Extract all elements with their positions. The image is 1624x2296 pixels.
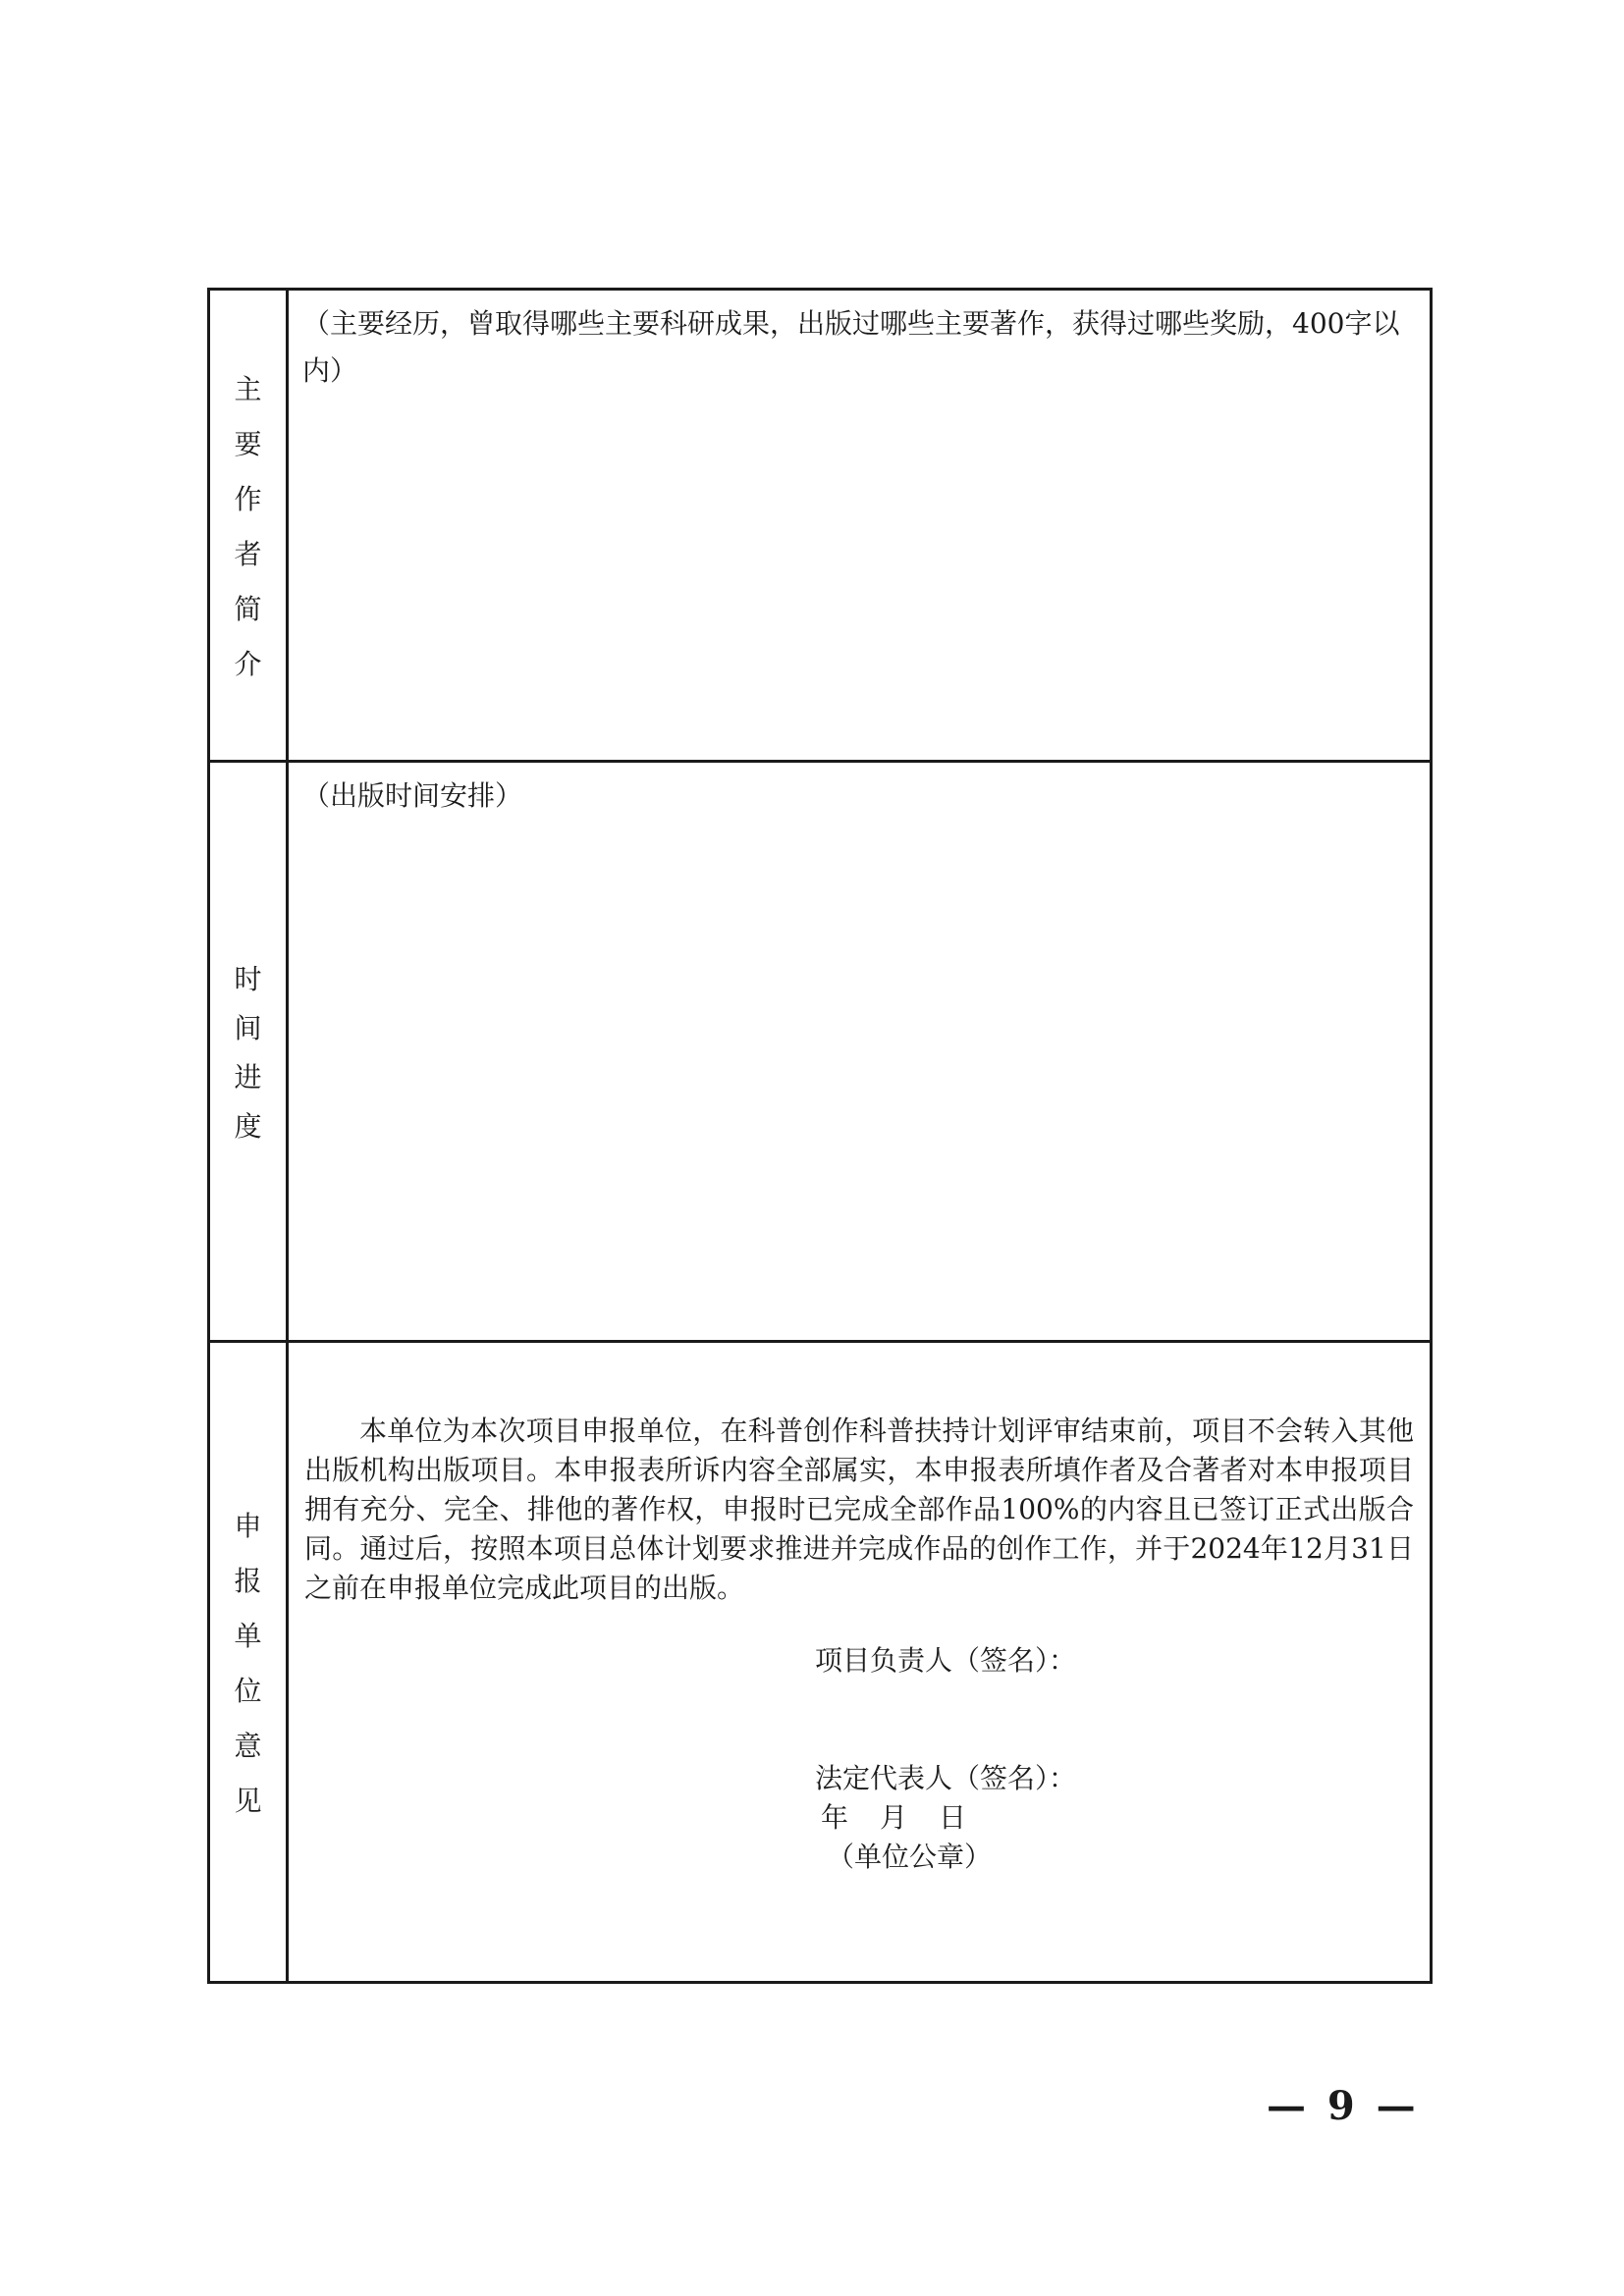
author-intro-hint: （主要经历，曾取得哪些主要科研成果，出版过哪些主要著作，获得过哪些奖励，400字以内） — [302, 307, 1400, 387]
label-char: 介 — [234, 648, 262, 680]
label-char: 见 — [234, 1785, 262, 1817]
label-char: 时 — [234, 963, 262, 995]
schedule-label — [234, 953, 261, 1149]
signature-date[interactable]: 年 月 日 — [821, 1801, 969, 1834]
unit-opinion-body — [289, 1343, 1430, 1877]
author-intro-field[interactable] — [288, 290, 1432, 762]
label-char: 作 — [234, 483, 262, 515]
label-char: 申 — [234, 1510, 262, 1542]
label-char: 报 — [234, 1565, 262, 1597]
author-intro-label — [234, 360, 261, 690]
label-char: 间 — [234, 1012, 262, 1044]
label-char: 简 — [234, 593, 262, 625]
unit-opinion-row — [209, 1342, 1432, 1983]
schedule-hint: （出版时间安排） — [302, 779, 523, 812]
legal-representative-signature[interactable]: 法定代表人（签名）： — [815, 1762, 1077, 1794]
application-form-table — [207, 288, 1433, 1984]
label-char: 者 — [234, 538, 262, 570]
label-char: 要 — [234, 428, 262, 460]
unit-opinion-label-cell — [209, 1342, 288, 1983]
unit-opinion-label — [234, 1497, 261, 1827]
project-leader-signature[interactable]: 项目负责人（签名）： — [815, 1644, 1077, 1677]
author-intro-row — [209, 290, 1432, 762]
label-char: 度 — [234, 1110, 262, 1143]
signature-block — [304, 1641, 1414, 1877]
label-char: 位 — [234, 1675, 262, 1707]
label-char: 进 — [234, 1061, 262, 1094]
label-char: 意 — [234, 1730, 262, 1762]
unit-seal-note: （单位公章） — [827, 1841, 993, 1873]
schedule-label-cell — [209, 762, 288, 1342]
author-intro-label-cell — [209, 290, 288, 762]
schedule-row — [209, 762, 1432, 1342]
page-number: — 9 — — [1267, 2083, 1420, 2129]
unit-opinion-field — [288, 1342, 1432, 1983]
label-char: 单 — [234, 1620, 262, 1652]
schedule-field[interactable] — [288, 762, 1432, 1342]
label-char: 主 — [234, 373, 262, 405]
unit-statement: 本单位为本次项目申报单位，在科普创作科普扶持计划评审结束前，项目不会转入其他出版机构出版项目。本申报表所诉内容全部属实，本申报表所填作者及合著者对本申报项目拥有充分、完全、排他的著作权，申报时已完成全部作品100%的内容且已签订正式出版合同。通过后，按照本项目总体计划要求推进并完成作品的创作工作，并于2024年12月31日之前在申报单位完成此项目的出版。 — [304, 1415, 1414, 1604]
